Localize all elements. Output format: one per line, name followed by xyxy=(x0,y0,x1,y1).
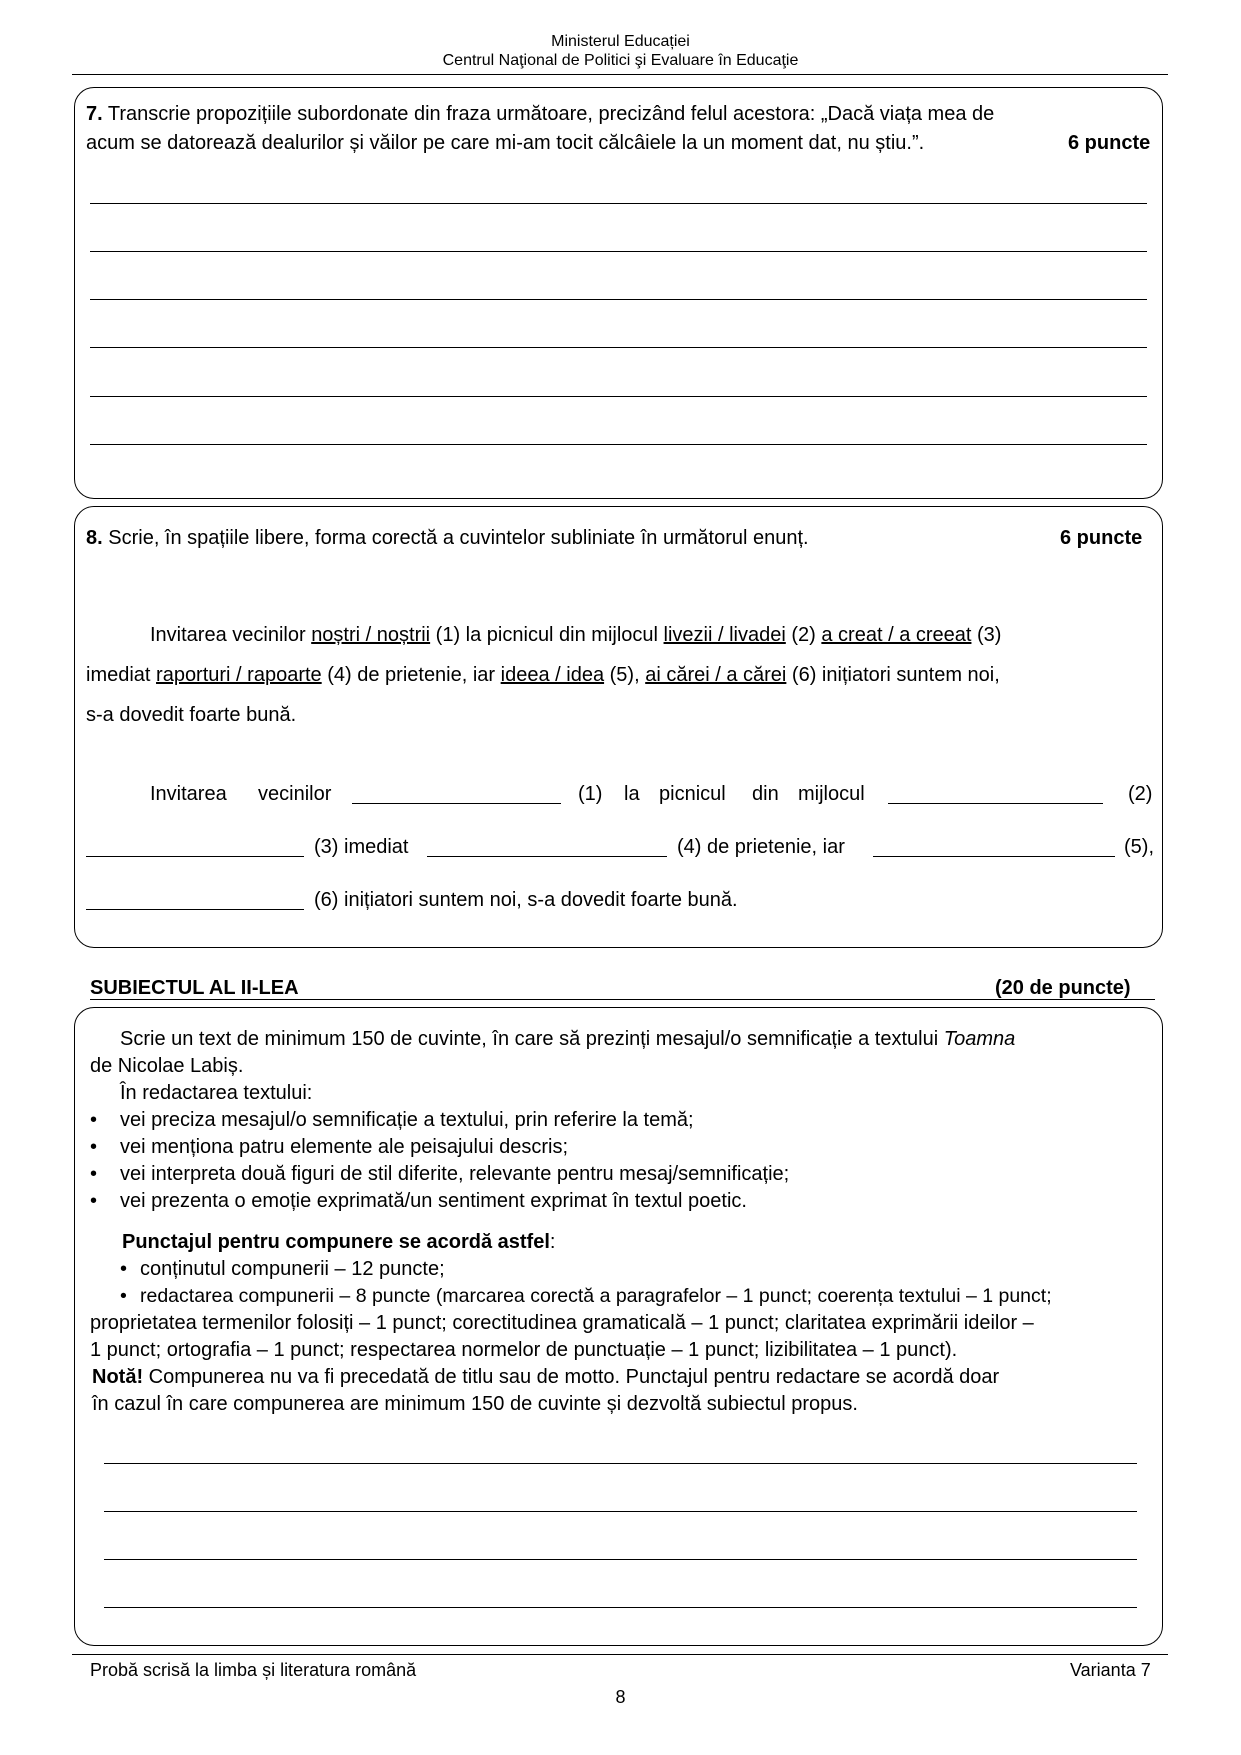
underlined-word-5: ideea / idea xyxy=(500,664,605,686)
sentence-line-2: imediat raporturi / rapoarte (4) de prietenie, iar ideea / idea (5), ai cărei / a cărei (6) inițiatori suntem noi, xyxy=(86,664,1000,686)
question-7-line1: 7. Transcrie propozițiile subordonate din fraza următoare, precizând felul acestora: „Dacă viața mea de xyxy=(86,103,995,125)
question-8-number: 8. xyxy=(86,527,103,549)
blank-1[interactable] xyxy=(352,803,561,804)
scoring-continuation: proprietatea termenilor folosiți – 1 punct; corectitudinea gramaticală – 1 punct; claritatea exprimării ideilor – xyxy=(90,1312,1034,1334)
bullet-icon: • xyxy=(90,1163,98,1185)
underlined-word-1: noștri / noștrii xyxy=(311,624,431,646)
scoring-item: • redactarea compunerii – 8 puncte (marcarea corectă a paragrafelor – 1 punct; coerența textului – 1 punct; xyxy=(120,1283,1052,1310)
section-title: SUBIECTUL AL II-LEA xyxy=(90,977,299,999)
question-7-number: 7. xyxy=(86,103,103,125)
answer-line[interactable] xyxy=(104,1463,1137,1464)
poem-title: Toamna xyxy=(943,1028,1016,1050)
answer-line[interactable] xyxy=(104,1511,1137,1512)
scoring-item: • conținutul compunerii – 12 puncte; xyxy=(120,1256,445,1283)
header-divider xyxy=(72,74,1168,75)
bullet-icon: • xyxy=(120,1258,128,1280)
answer-line[interactable] xyxy=(90,444,1147,445)
blank-5[interactable] xyxy=(873,856,1115,857)
header-center: Centrul Naţional de Politici şi Evaluare în Educaţie xyxy=(442,52,799,69)
answer-line[interactable] xyxy=(90,203,1147,204)
requirement-item: • vei interpreta două figuri de stil diferite, relevante pentru mesaj/semnificație; xyxy=(90,1161,789,1188)
note-label: Notă! xyxy=(92,1366,144,1388)
section-underline xyxy=(90,999,1155,1000)
essay-intro-line1: Scrie un text de minimum 150 de cuvinte, în care să prezinți mesajul/o semnificație a textului Toamna xyxy=(120,1028,1016,1050)
bullet-icon: • xyxy=(90,1190,98,1212)
requirement-item: • vei prezenta o emoție exprimată/un sentiment exprimat în textul poetic. xyxy=(90,1188,747,1215)
requirement-item: • vei menționa patru elemente ale peisajului descris; xyxy=(90,1134,568,1161)
sentence-line-3: s-a dovedit foarte bună. xyxy=(86,704,297,726)
blank-4[interactable] xyxy=(427,856,667,857)
sentence-line-1: Invitarea vecinilor noștri / noștrii (1) la picnicul din mijlocul livezii / livadei (2) a creat / a creeat (3) xyxy=(150,624,1002,646)
answer-line[interactable] xyxy=(104,1607,1137,1608)
answer-line[interactable] xyxy=(104,1559,1137,1560)
essay-redact-heading: În redactarea textului: xyxy=(120,1082,313,1104)
scoring-continuation: 1 punct; ortografia – 1 punct; respectarea normelor de punctuație – 1 punct; lizibilitatea – 1 punct). xyxy=(90,1339,958,1361)
blank-3[interactable] xyxy=(86,856,304,857)
note-line2: în cazul în care compunerea are minimum 150 de cuvinte și dezvoltă subiectul propus. xyxy=(92,1393,858,1415)
header-ministry: Ministerul Educației xyxy=(551,33,690,50)
blank-2[interactable] xyxy=(888,803,1103,804)
essay-intro-line2: de Nicolae Labiș. xyxy=(90,1055,244,1077)
answer-line[interactable] xyxy=(90,347,1147,348)
footer-exam-title: Probă scrisă la limba și literatura română xyxy=(90,1660,417,1680)
question-7-line2: acum se datorează dealurilor și văilor pe care mi-am tocit călcâiele la un moment dat, nu știu.”. xyxy=(86,132,925,154)
answer-line[interactable] xyxy=(90,299,1147,300)
footer-divider xyxy=(72,1654,1168,1655)
underlined-word-4: raporturi / rapoarte xyxy=(156,664,322,686)
requirement-item: • vei preciza mesajul/o semnificație a textului, prin referire la temă; xyxy=(90,1107,694,1134)
footer-variant: Varianta 7 xyxy=(1070,1660,1151,1680)
underlined-word-6: ai cărei / a cărei xyxy=(645,664,787,686)
underlined-word-2: livezii / livadei xyxy=(663,624,786,646)
section-points: (20 de puncte) xyxy=(995,977,1131,999)
answer-line[interactable] xyxy=(90,251,1147,252)
answer-line[interactable] xyxy=(90,396,1147,397)
page-number: 8 xyxy=(615,1687,626,1707)
bullet-icon: • xyxy=(90,1136,98,1158)
underlined-word-3: a creat / a creeat xyxy=(821,624,972,646)
question-8-points: 6 puncte xyxy=(1060,527,1143,549)
bullet-icon: • xyxy=(90,1109,98,1131)
question-7-points: 6 puncte xyxy=(1068,132,1151,154)
question-8-instruction: 8. Scrie, în spațiile libere, forma corectă a cuvintelor subliniate în următorul enunț. xyxy=(86,527,809,549)
scoring-heading: Punctajul pentru compunere se acordă astfel: xyxy=(122,1231,556,1253)
bullet-icon: • xyxy=(120,1285,127,1307)
note-line1: Notă! Compunerea nu va fi precedată de titlu sau de motto. Punctajul pentru redactare se acordă doar xyxy=(92,1366,1000,1388)
blank-6[interactable] xyxy=(86,909,304,910)
